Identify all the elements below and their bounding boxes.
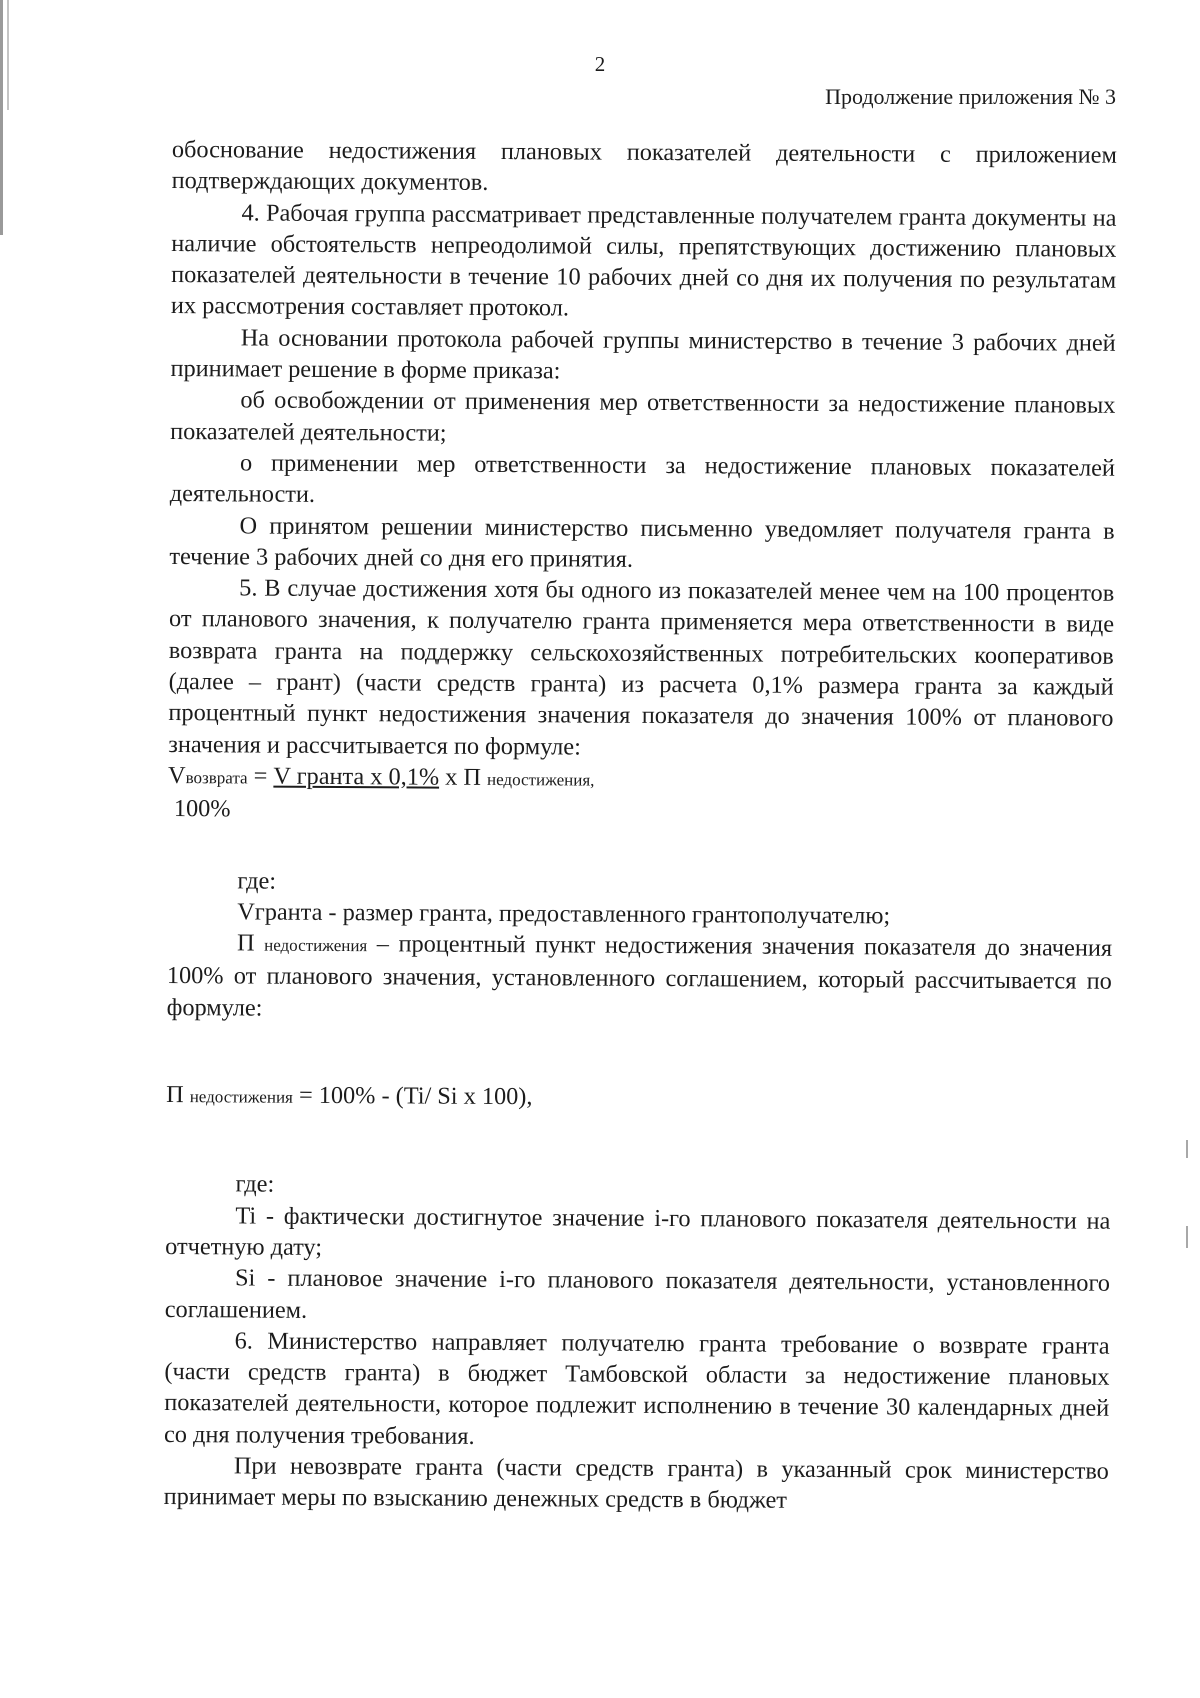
paragraph: о применении мер ответственности за недостижение плановых показателей деятельности. [169, 449, 1116, 509]
paragraph: обоснование недостижения плановых показателей деятельности с приложением подтверждающих документов. [171, 135, 1117, 197]
document-body [164, 134, 1117, 1518]
paragraph-item-4: 4. Рабочая группа рассматривает представленные получателем гранта документы на наличие обстоятельств непреодолимой силы, препятствующих достижению плановых показателей деятельности в течение 10 рабочих дней со дня их получения по результатам их рассмотрения составляет протокол. [170, 199, 1117, 322]
scan-edge-mark [1186, 1226, 1188, 1248]
where-label: где: [235, 1170, 275, 1198]
definition-pnedostizheniya: П недостижения – процентный пункт недостижения значения показателя до значения 100% от планового значения, установленного соглашением, который рассчитывается по формуле: [166, 929, 1113, 1022]
page-number: 2 [594, 52, 606, 76]
paragraph: При невозврате гранта (части средств гранта) в указанный срок министерство принимает меры по взысканию денежных средств в бюджет [163, 1452, 1109, 1515]
paragraph: об освобождении от применения мер ответственности за недостижение плановых показателей деятельности; [170, 386, 1116, 447]
where-label: где: [237, 866, 277, 895]
definition-si: Si - плановое значение i-го планового показателя деятельности, установленного соглашением. [164, 1264, 1111, 1324]
paragraph: На основании протокола рабочей группы министерство в течение 3 рабочих дней принимает решение в форме приказа: [170, 324, 1116, 385]
appendix-continuation-note: Продолжение приложения № 3 [825, 84, 1116, 109]
paragraph-item-6: 6. Министерство направляет получателю гранта требование о возврате гранта (части средств гранта) в бюджет Тамбовской области за недостижение плановых показателей деятельности, которое подлежит исполнению в течение 30 календарных дней со дня получения требования. [163, 1327, 1110, 1450]
scan-edge-mark [1186, 1140, 1188, 1158]
scan-edge-mark [0, 0, 3, 235]
definition-ti: Ti - фактически достигнутое значение i-го планового показателя деятельности на отчетную дату; [165, 1202, 1111, 1261]
definition-vgrant: Vгранта - размер гранта, предоставленного грантополучателю; [237, 898, 891, 930]
return-formula: Vвозврата = V гранта х 0,1% х П недостижения, [167, 761, 595, 791]
formula-numerator: V гранта х 0,1% [273, 762, 440, 791]
shortfall-formula: П недостижения = 100% - (Ti/ Si х 100), [166, 1080, 533, 1111]
formula-denominator: 100% [173, 795, 231, 823]
paragraph: О принятом решении министерство письменно уведомляет получателя гранта в течение 3 рабочих дней со дня его принятия. [169, 511, 1115, 573]
paragraph-item-5: 5. В случае достижения хотя бы одного из показателей менее чем на 100 процентов от планового значения, к получателю гранта применяется мера ответственности в виде возврата гранта на поддержку сельскохозяйственных потребительских кооперативов (далее – грант) (части средств гранта) из расчета 0,1% размера гранта за каждый процентный пункт недостижения значения показателя до значения 100% от планового значения и рассчитывается по формуле: [168, 574, 1115, 761]
